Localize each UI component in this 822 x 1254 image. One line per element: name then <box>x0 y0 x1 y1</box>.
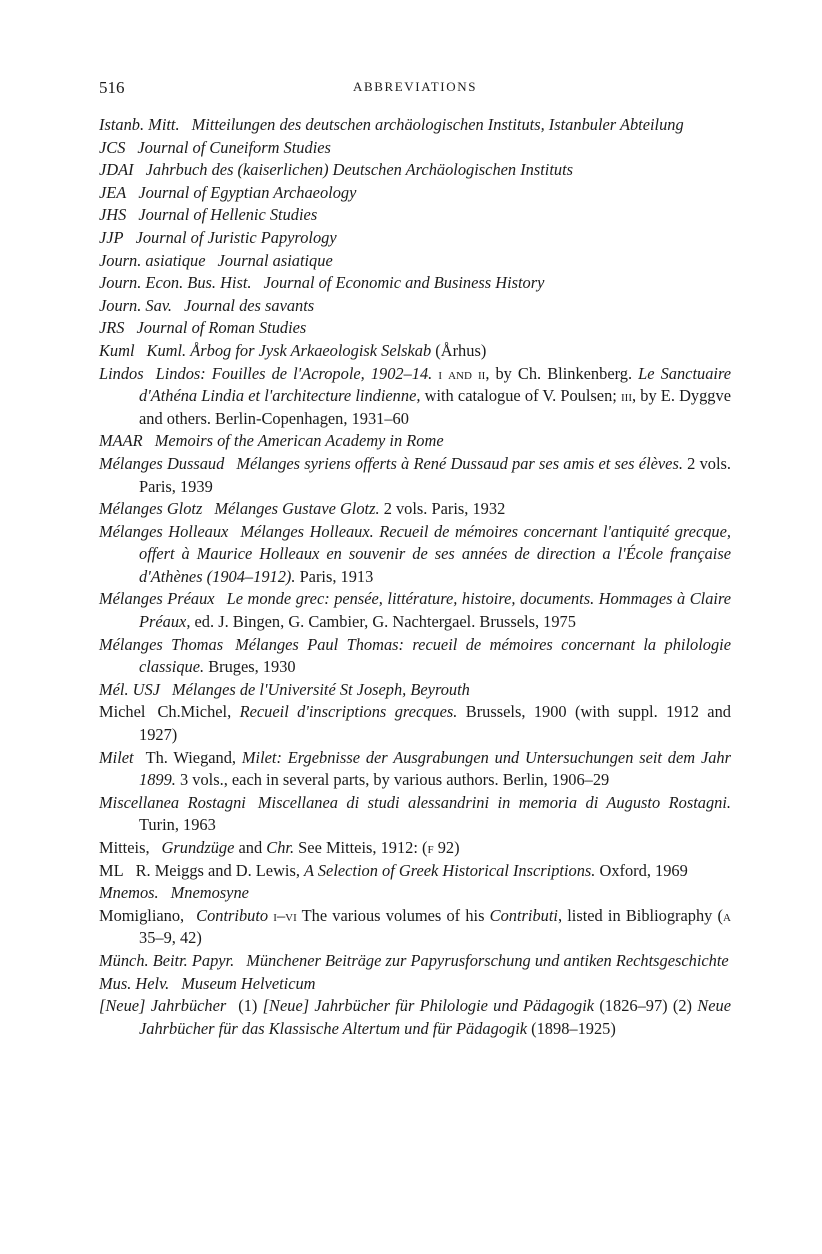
abbreviation-expansion: iii <box>621 386 632 406</box>
abbreviation-expansion: Recueil d'inscriptions grecques. <box>239 702 458 722</box>
page-number: 516 <box>99 78 125 97</box>
abbreviation-term: Mélanges Holleaux <box>99 521 229 541</box>
abbreviation-expansion: (1898–1925) <box>527 1018 616 1038</box>
abbreviation-entry <box>99 634 731 679</box>
abbreviation-expansion: Turin, 1963 <box>139 815 216 835</box>
abbreviation-expansion: Lindos: Fouilles de l'Acropole, 1902–14. <box>155 363 433 383</box>
abbreviation-expansion: Mitteilungen des deutschen archäologischen Instituts, Istanbuler Abteilung <box>191 115 684 134</box>
abbreviation-term: Kuml <box>99 340 135 360</box>
abbreviation-term: Mélanges Préaux <box>99 589 215 609</box>
abbreviation-expansion: Contributo <box>196 905 269 925</box>
abbreviation-entry <box>99 995 731 1040</box>
abbreviation-entry <box>99 792 731 837</box>
abbreviation-expansion: Journal of Economic and Business History <box>263 273 545 293</box>
abbreviation-entry <box>99 701 731 746</box>
abbreviation-entry <box>99 837 731 860</box>
abbreviation-entry <box>99 905 731 950</box>
abbreviation-entry <box>99 317 731 340</box>
abbreviation-expansion: ed. J. Bingen, G. Cambier, G. Nachtergael. Brussels, 1975 <box>190 612 576 632</box>
abbreviation-expansion: with catalogue of V. Poulsen; <box>420 386 621 406</box>
abbreviation-expansion: Bruges, 1930 <box>204 657 296 677</box>
abbreviation-expansion: Chr. <box>266 838 295 857</box>
abbreviation-term: Istanb. Mitt. <box>99 115 180 134</box>
abbreviation-expansion: Münchener Beiträge zur Papyrusforschung und antiken Rechtsgeschichte <box>246 950 729 970</box>
abbreviation-expansion: (Århus) <box>431 340 487 360</box>
abbreviation-expansion: Journal asiatique <box>217 250 333 270</box>
abbreviation-entry <box>99 860 731 883</box>
abbreviation-expansion: 2 vols. Paris, 1939 <box>139 453 731 496</box>
abbreviation-entry <box>99 340 731 363</box>
abbreviation-term: Münch. Beitr. Papyr. <box>99 950 235 970</box>
abbreviation-entry <box>99 250 731 273</box>
abbreviation-expansion: Contributi <box>489 905 558 925</box>
abbreviation-term: ML <box>99 860 124 880</box>
abbreviation-term: MAAR <box>99 431 143 451</box>
abbreviation-term: Momigliano, <box>99 905 185 925</box>
abbreviation-term: Mélanges Thomas <box>99 634 224 654</box>
abbreviation-expansion: Miscellanea di studi alessandrini in memoria di Augusto Rostagni. <box>257 792 731 812</box>
abbreviation-expansion: See Mitteis, 1912: ( <box>294 838 428 857</box>
abbreviation-expansion: Museum Helveticum <box>181 973 316 993</box>
abbreviation-expansion: Mélanges Gustave Glotz. <box>214 499 380 519</box>
abbreviation-expansion: Journal of Egyptian Archaeology <box>138 182 357 202</box>
abbreviation-term: Mél. USJ <box>99 679 160 699</box>
abbreviation-term: JCS <box>99 137 126 157</box>
abbreviation-expansion: , by Ch. Blinkenberg. <box>485 363 639 383</box>
abbreviation-expansion: f <box>427 838 434 857</box>
abbreviation-entry <box>99 204 731 227</box>
abbreviation-expansion: Journal of Hellenic Studies <box>138 205 318 225</box>
abbreviation-entry <box>99 227 731 250</box>
abbreviation-term: Mélanges Dussaud <box>99 453 225 473</box>
abbreviation-expansion: (1826–97) (2) <box>594 996 698 1016</box>
abbreviation-entry <box>99 295 731 318</box>
abbreviation-entry <box>99 159 731 182</box>
abbreviation-expansion: 35–9, 42) <box>139 928 202 948</box>
abbreviation-entry <box>99 272 731 295</box>
page <box>99 78 731 1040</box>
abbreviation-expansion: Journal des savants <box>183 295 315 315</box>
abbreviation-expansion: Le Sanctuaire d'Athéna Lindia et l'architecture lindienne, <box>139 363 731 406</box>
abbreviation-expansion: The various volumes of his <box>296 905 490 925</box>
abbreviation-expansion: Th. Wiegand, <box>145 747 242 767</box>
abbreviation-entry <box>99 453 731 498</box>
abbreviation-term: JHS <box>99 205 127 225</box>
abbreviation-expansion: Mélanges Paul Thomas: recueil de mémoires concernant la philologie classique. <box>139 634 731 677</box>
abbreviation-term: Journ. Econ. Bus. Hist. <box>99 273 252 293</box>
abbreviation-expansion: Grundzüge <box>161 838 235 857</box>
abbreviation-expansion: Milet: Ergebnisse der Ausgrabungen und Untersuchungen seit dem Jahr 1899. <box>139 747 731 790</box>
abbreviation-term: [Neue] Jahrbücher <box>99 996 227 1016</box>
abbreviation-expansion: , listed in Bibliography ( <box>557 905 724 925</box>
abbreviation-expansion: Paris, 1913 <box>295 566 374 586</box>
abbreviation-entry <box>99 430 731 453</box>
abbreviation-expansion: Brussels, 1900 (with suppl. 1912 and 1927) <box>139 702 731 745</box>
abbreviation-term: Miscellanea Rostagni <box>99 792 246 812</box>
abbreviation-expansion: and <box>234 838 267 857</box>
abbreviation-expansion: Ch.Michel, <box>157 702 240 722</box>
abbreviation-term: Journ. Sav. <box>99 295 172 315</box>
abbreviation-entry <box>99 882 731 905</box>
abbreviation-expansion: Le monde grec: pensée, littérature, histoire, documents. Hommages à Claire Préaux, <box>139 589 731 632</box>
abbreviation-expansion: Journal of Cuneiform Studies <box>137 137 331 157</box>
abbreviation-expansion: R. Meiggs and D. Lewis, <box>135 860 305 880</box>
abbreviation-entry <box>99 114 731 137</box>
abbreviation-term: Lindos <box>99 363 144 383</box>
abbreviation-expansion: Neue Jahrbücher für das Klassische Altertum und für Pädagogik <box>139 996 731 1038</box>
abbreviation-term: Mus. Helv. <box>99 973 170 993</box>
abbreviation-list <box>99 114 731 1040</box>
abbreviation-expansion: Journal of Juristic Papyrology <box>135 227 337 247</box>
abbreviation-term: Michel <box>99 702 146 722</box>
abbreviation-expansion: i and ii <box>432 363 486 383</box>
abbreviation-expansion: Oxford, 1969 <box>595 860 688 880</box>
abbreviation-expansion: i–vi <box>268 905 297 925</box>
abbreviation-term: Mélanges Glotz <box>99 499 203 519</box>
abbreviation-expansion: (1) <box>238 996 263 1016</box>
abbreviation-expansion: 92) <box>433 838 460 857</box>
abbreviation-entry <box>99 973 731 996</box>
abbreviation-term: Mnemos. <box>99 883 159 903</box>
abbreviation-expansion: 3 vols., each in several parts, by various authors. Berlin, 1906–29 <box>175 770 610 790</box>
abbreviation-entry <box>99 950 731 973</box>
abbreviation-expansion: a <box>723 905 731 925</box>
abbreviation-entry <box>99 588 731 633</box>
abbreviation-term: JJP <box>99 227 124 247</box>
abbreviation-term: JRS <box>99 318 125 338</box>
abbreviation-expansion: [Neue] Jahrbücher für Philologie und Pädagogik <box>262 996 595 1016</box>
abbreviation-expansion: Journal of Roman Studies <box>136 318 307 338</box>
abbreviation-entry <box>99 498 731 521</box>
abbreviation-entry <box>99 521 731 589</box>
abbreviation-entry <box>99 363 731 431</box>
abbreviation-expansion: Mnemosyne <box>170 883 249 903</box>
running-title: ABBREVIATIONS <box>352 79 478 94</box>
abbreviation-expansion: Jahrbuch des (kaiserlichen) Deutschen Archäologischen Instituts <box>145 160 574 180</box>
abbreviation-term: JEA <box>99 182 127 202</box>
abbreviation-term: Journ. asiatique <box>99 250 206 270</box>
abbreviation-entry <box>99 679 731 702</box>
abbreviation-entry <box>99 137 731 160</box>
abbreviation-expansion: Mélanges de l'Université St Joseph, Beyrouth <box>172 679 470 699</box>
abbreviation-expansion: Mélanges syriens offerts à René Dussaud par ses amis et ses élèves. <box>236 453 683 473</box>
page-header <box>99 78 731 100</box>
abbreviation-entry <box>99 182 731 205</box>
abbreviation-expansion: 2 vols. Paris, 1932 <box>379 499 506 519</box>
abbreviation-entry <box>99 747 731 792</box>
abbreviation-term: Mitteis, <box>99 838 150 857</box>
abbreviation-term: Milet <box>99 747 134 767</box>
abbreviation-term: JDAI <box>99 160 134 180</box>
abbreviation-expansion: A Selection of Greek Historical Inscriptions. <box>304 860 596 880</box>
abbreviation-expansion: Mélanges Holleaux. Recueil de mémoires concernant l'antiquité grecque, offert à Maurice Holleaux en souvenir de ses années de direction a l'École française d'Athènes (1904–1912). <box>139 521 731 586</box>
abbreviation-expansion: , by E. Dyggve and others. Berlin-Copenhagen, 1931–60 <box>139 386 731 428</box>
abbreviation-expansion: Kuml. Årbog for Jysk Arkaeologisk Selskab <box>146 340 432 360</box>
abbreviation-expansion: Memoirs of the American Academy in Rome <box>154 431 444 451</box>
